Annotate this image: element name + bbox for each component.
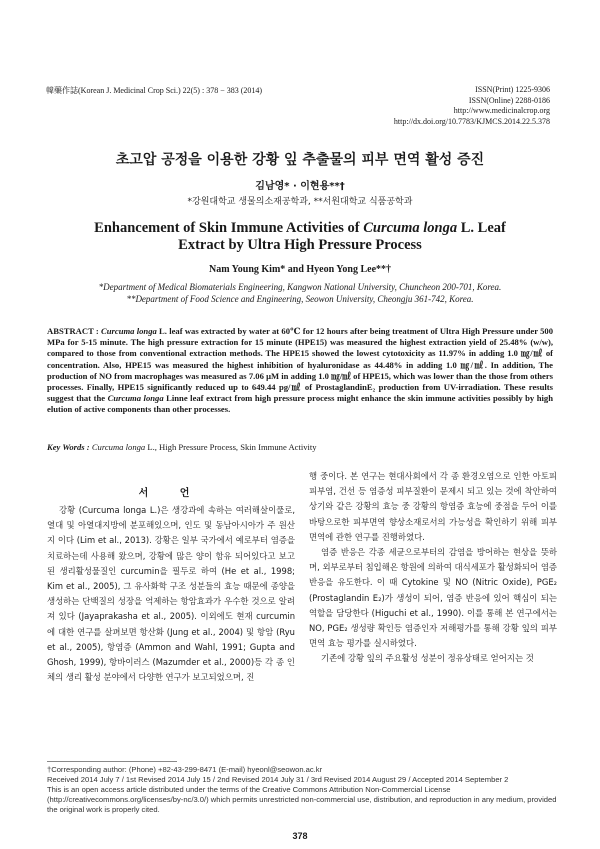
doi-link[interactable]: http://dx.doi.org/10.7783/KJMCS.2014.22.5.378 xyxy=(393,116,550,126)
korean-authors: 김남영* · 이현용**† xyxy=(255,181,345,192)
english-title-part-3: Extract by Ultra High Pressure Process xyxy=(178,237,422,253)
affiliation-1: *Department of Medical Biomaterials Engineering, Kangwon National University, Chuncheon 200-701, Korea. xyxy=(98,282,502,292)
korean-title: 초고압 공정을 이용한 강황 잎 추출물의 피부 면역 활성 증진 xyxy=(115,152,485,168)
korean-affiliations: *강원대학교 생물의소재공학과, **서원대학교 식품공학과 xyxy=(187,197,413,207)
english-title-part-2: L. Leaf xyxy=(457,220,506,236)
abstract-label: ABSTRACT : xyxy=(47,326,102,336)
license-statement: This is an open access article distributed under the terms of the Creative Commons Attribution Non-Commercial License (http://creativecommons.org/licenses/by-nc/3.0/) which permits unrestricted non-commercial use, distribution, and reproduction in any medium, provided the original work is properly cited. xyxy=(47,785,557,814)
keywords-label: Key Words : xyxy=(47,442,92,452)
english-authors: Nam Young Kim* and Hyeon Yong Lee**† xyxy=(208,264,392,275)
english-affiliations xyxy=(40,282,560,305)
keywords-species: Curcuma longa xyxy=(91,442,146,452)
intro-paragraph-2: 행 중이다. 본 연구는 현대사회에서 각 종 환경오염으로 인한 아토피 피부염, 건선 등 염증성 피부질환이 문제시 되고 있는 것에 착안하여 상기와 같은 강황의 효능 중 강황의 항염증 효능에 중점을 두어 이를 바탕으로한 피부면역 향상소재로서의 가능성을 확인하기 위해 피부면역에 관한 연구를 진행하였다. xyxy=(309,471,557,542)
abstract-species: Curcuma longa xyxy=(101,326,157,336)
corresponding-author: †Corresponding author: (Phone) +82-43-299-8471 (E-mail) hyeonl@seowon.ac.kr xyxy=(47,765,323,774)
right-column xyxy=(309,469,557,667)
issn-online: ISSN(Online) 2288-0186 xyxy=(468,95,550,105)
intro-paragraph-3: 염증 반응은 각종 세균으로부터의 감염을 방어하는 현상을 뜻하며, 외부로부터 침입해온 항원에 의하여 대식세포가 활성화되어 염증 반응을 유도한다. 이 때 Cytokine 및 NO (Nitric Oxide), PGE₂ (Prostaglandin E₂)가 생성이 되어, 염증 반응에 있어 핵심이 되는 역할을 담당한다 (Higuchi et al., 1990). 이를 통해 본 연구에서는 NO, PGE₂ 생성량 확인등 염증인자 저해평가를 통해 강황 잎의 피부 면역 효능 평가를 실시하였다. xyxy=(309,547,557,649)
footnote-divider xyxy=(47,761,177,762)
footnote xyxy=(47,765,557,815)
journal-url[interactable]: http://www.medicinalcrop.org xyxy=(453,106,550,115)
affiliation-2: **Department of Food Science and Engineering, Seowon University, Cheongju 361-742, Korea. xyxy=(126,293,474,304)
page-number: 378 xyxy=(292,831,308,841)
intro-paragraph-1: 강황 (Curcuma longa L.)은 생강과에 속하는 여러해살이풀로, 열대 및 아열대지방에 분포해있으며, 인도 및 동남아시아가 주 원산지 이다 (Lim et al., 2013). 강황은 일부 국가에서 예로부터 염증을 치료하는데 사용해 왔으며, 강황에 많은 양이 함유 되어있다고 보고 된 생리활성물질인 curcumin을 필두로 하여 (He et al., 1998; Kim et al., 2005), 그 유사화학 구조 성분들의 효능 때문에 종양을 생성하는 단백질의 성장을 억제하는 항암효과가 우수한 것으로 알려져 있다 (Jayaprakasha et al., 2005). 이외에도 현재 curcumin에 대한 연구를 살펴보면 항산화 (Jung et al., 2004) 및 항암 (Ryu et al., 2005), 항염증 (Ammon and Wahl, 1991; Gupta and Ghosh, 1999), 항바이러스 (Mazumder et al., 2000)등 각 종 인체의 생리 활성 분야에서 다양한 연구가 보고되었으며, 진 xyxy=(47,505,295,683)
issn-print: ISSN(Print) 1225-9306 xyxy=(475,85,550,94)
abstract-species-2: Curcuma longa xyxy=(107,393,164,404)
received-dates: Received 2014 July 7 / 1st Revised 2014 July 15 / 2nd Revised 2014 July 31 / 3rd Revised 2014 August 29 / Accepted 2014 September 2 xyxy=(47,775,509,784)
journal-citation: 韓藥作誌(Korean J. Medicinal Crop Sci.) 22(5) : 378 − 383 (2014) xyxy=(46,86,263,95)
keywords xyxy=(47,442,553,452)
section-heading-introduction: 서 언 xyxy=(138,488,204,499)
abstract xyxy=(47,326,553,416)
abstract-text-2: Linne leaf extract from high pressure process might enhance the skin immune activities possibly by high elution of active components than other processes. xyxy=(47,393,553,415)
english-title xyxy=(60,220,540,254)
left-column xyxy=(47,503,295,685)
english-title-species: Curcuma longa xyxy=(363,220,458,236)
intro-paragraph-4: 기존에 강황 잎의 주요활성 성분이 정유상태로 얻어지는 것 xyxy=(321,653,534,664)
abstract-text-1: L. leaf was extracted by water at 60℃ for 12 hours after being treatment of Ultra High Pressure under 500 MPa for 5-15 minute. The high pressure extraction for 15 minute (HPE15) was measured the highest extraction yield of 25.48% (w/w), compared to those from conventional extraction methods. The HPE15 showed the lowest cytotoxicity as 11.97% in adding 1.0 ㎎/㎖ of concentration. Also, HPE15 was measured the highest inhibition of hyaluronidase as 44.48% in adding 1.0 ㎎/㎖. In addition, The production of NO from macrophages was measured as 7.06 μM in adding 1.0 ㎎/㎖ of HPE15, which was lower than the those from others processes. Finally, HPE15 significantly reduced up to 649.44 pg/㎖ of ProstaglandinE₂ production from UV-irradiation. These results suggest that the xyxy=(47,326,553,404)
english-title-part-1: Enhancement of Skin Immune Activities of xyxy=(94,220,360,236)
keywords-text: L., High Pressure Process, Skin Immune Activity xyxy=(145,442,317,452)
journal-identifiers xyxy=(394,85,550,127)
